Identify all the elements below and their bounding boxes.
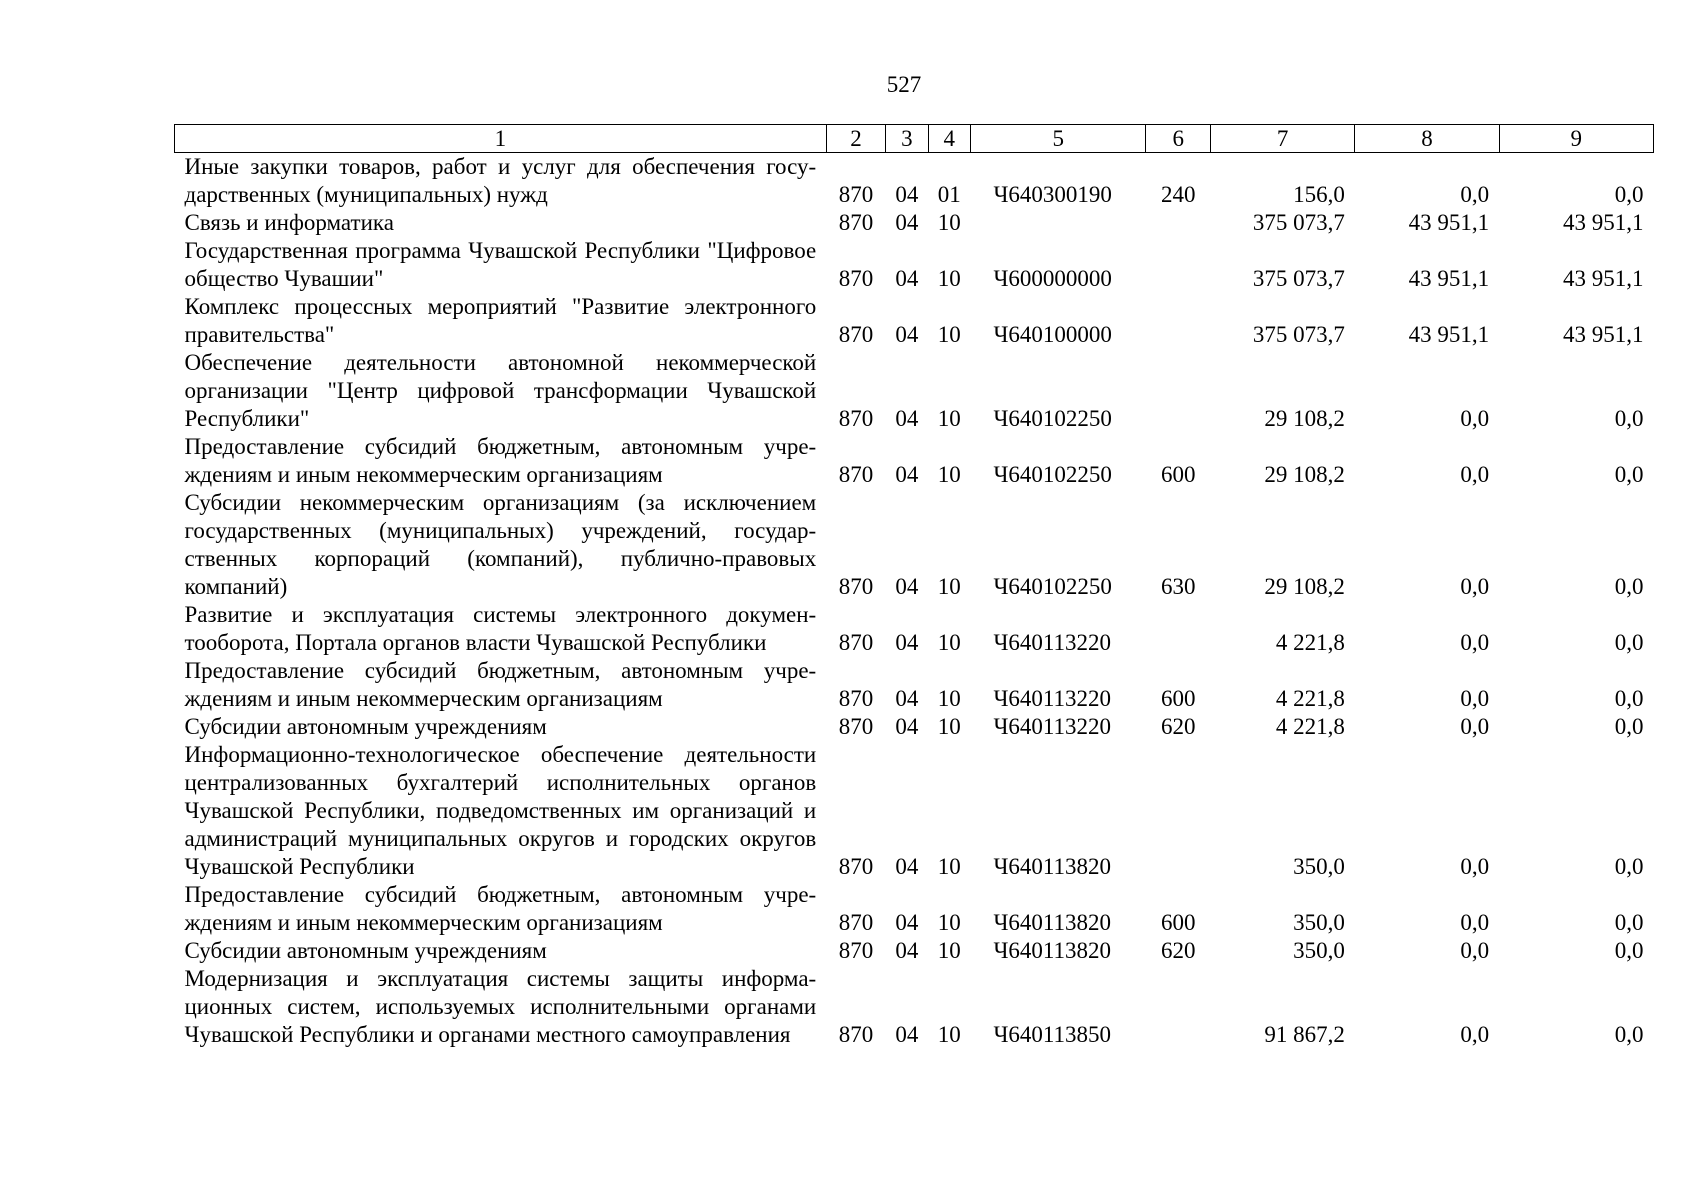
amount-3: 43 951,1 bbox=[1563, 266, 1644, 291]
pr-code: 10 bbox=[937, 266, 961, 291]
table-row bbox=[175, 937, 1654, 965]
budget-table bbox=[174, 124, 1654, 1049]
row-name: Субсидии автономным учреждениям bbox=[184, 938, 547, 963]
pr-code: 10 bbox=[937, 630, 961, 655]
pr-code: 10 bbox=[937, 210, 961, 235]
amount-2: 0,0 bbox=[1460, 630, 1490, 655]
csr-code: Ч640113850 bbox=[993, 1022, 1112, 1047]
amount-3: 43 951,1 bbox=[1563, 322, 1644, 347]
page-number: 527 bbox=[886, 72, 922, 97]
vr-code bbox=[1146, 741, 1211, 881]
csr-code: Ч640113820 bbox=[993, 938, 1112, 963]
amount-3: 0,0 bbox=[1614, 406, 1644, 431]
amount-3: 0,0 bbox=[1614, 686, 1644, 711]
row-name: Связь и информатика bbox=[184, 210, 394, 235]
amount-1: 156,0 bbox=[1293, 182, 1345, 207]
row-name: Модернизация и эксплуатация системы защиты информационных систем, используемых исполнительными органами Чувашской Республики и органами местного самоуправления bbox=[184, 966, 817, 1047]
amount-2: 0,0 bbox=[1460, 686, 1490, 711]
gr-code: 870 bbox=[838, 686, 874, 711]
amount-1: 4 221,8 bbox=[1275, 630, 1345, 655]
rz-code: 04 bbox=[895, 714, 919, 739]
amount-1: 350,0 bbox=[1293, 938, 1345, 963]
table-row bbox=[175, 293, 1654, 349]
table-row bbox=[175, 153, 1654, 210]
amount-3: 0,0 bbox=[1614, 910, 1644, 935]
gr-code: 870 bbox=[838, 182, 874, 207]
pr-code: 01 bbox=[937, 182, 961, 207]
table-row bbox=[175, 601, 1654, 657]
rz-code: 04 bbox=[895, 938, 919, 963]
row-name: Комплекс процессных мероприятий "Развитие электронного правительства" bbox=[184, 294, 817, 347]
amount-1: 29 108,2 bbox=[1264, 574, 1345, 599]
table-row bbox=[175, 349, 1654, 433]
pr-code: 10 bbox=[937, 574, 961, 599]
table-row bbox=[175, 881, 1654, 937]
vr-code: 600 bbox=[1161, 910, 1196, 935]
header-row bbox=[175, 125, 1654, 153]
amount-2: 0,0 bbox=[1460, 462, 1490, 487]
vr-code: 620 bbox=[1161, 938, 1196, 963]
pr-code: 10 bbox=[937, 322, 961, 347]
amount-3: 0,0 bbox=[1614, 630, 1644, 655]
amount-1: 4 221,8 bbox=[1275, 686, 1345, 711]
amount-1: 375 073,7 bbox=[1252, 210, 1345, 235]
vr-code bbox=[1146, 601, 1211, 657]
row-name: Субсидии автономным учреждениям bbox=[184, 714, 547, 739]
amount-2: 0,0 bbox=[1460, 1022, 1490, 1047]
csr-code bbox=[970, 209, 1146, 237]
pr-code: 10 bbox=[937, 686, 961, 711]
column-header-9: 9 bbox=[1499, 125, 1653, 153]
row-name: Субсидии некоммерческим организациям (за исключением государственных (муниципальных) учреждений, государственных корпораций (компаний), публично-правовых компаний) bbox=[184, 490, 817, 599]
gr-code: 870 bbox=[838, 406, 874, 431]
row-name: Предоставление субсидий бюджетным, автономным учреждениям и иным некоммерческим организациям bbox=[184, 434, 817, 487]
pr-code: 10 bbox=[937, 854, 961, 879]
table-row bbox=[175, 489, 1654, 601]
amount-2: 0,0 bbox=[1460, 854, 1490, 879]
column-header-7: 7 bbox=[1211, 125, 1355, 153]
pr-code: 10 bbox=[937, 938, 961, 963]
amount-2: 0,0 bbox=[1460, 182, 1490, 207]
amount-1: 29 108,2 bbox=[1264, 406, 1345, 431]
gr-code: 870 bbox=[838, 630, 874, 655]
vr-code: 630 bbox=[1161, 574, 1196, 599]
column-header-4: 4 bbox=[928, 125, 970, 153]
amount-3: 0,0 bbox=[1614, 1022, 1644, 1047]
amount-2: 43 951,1 bbox=[1408, 266, 1490, 291]
amount-1: 375 073,7 bbox=[1252, 322, 1345, 347]
amount-1: 375 073,7 bbox=[1252, 266, 1345, 291]
gr-code: 870 bbox=[838, 938, 874, 963]
amount-2: 0,0 bbox=[1460, 406, 1490, 431]
rz-code: 04 bbox=[895, 910, 919, 935]
csr-code: Ч600000000 bbox=[993, 266, 1112, 291]
row-name: Обеспечение деятельности автономной некоммерческой организации "Центр цифровой трансформации Чувашской Республики" bbox=[184, 350, 817, 431]
csr-code: Ч640113220 bbox=[993, 714, 1112, 739]
table-row bbox=[175, 965, 1654, 1049]
vr-code bbox=[1146, 349, 1211, 433]
gr-code: 870 bbox=[838, 574, 874, 599]
rz-code: 04 bbox=[895, 686, 919, 711]
csr-code: Ч640300190 bbox=[993, 182, 1112, 207]
amount-3: 0,0 bbox=[1614, 854, 1644, 879]
amount-3: 43 951,1 bbox=[1563, 210, 1644, 235]
table-row bbox=[175, 433, 1654, 489]
amount-2: 43 951,1 bbox=[1408, 210, 1490, 235]
pr-code: 10 bbox=[937, 910, 961, 935]
amount-3: 0,0 bbox=[1614, 574, 1644, 599]
column-header-2: 2 bbox=[826, 125, 886, 153]
csr-code: Ч640102250 bbox=[993, 406, 1112, 431]
csr-code: Ч640102250 bbox=[993, 462, 1112, 487]
table-body bbox=[175, 153, 1654, 1050]
amount-3: 0,0 bbox=[1614, 714, 1644, 739]
vr-code bbox=[1146, 293, 1211, 349]
row-name: Развитие и эксплуатация системы электронного документооборота, Портала органов власти Чувашской Республики bbox=[184, 602, 817, 655]
amount-2: 0,0 bbox=[1460, 574, 1490, 599]
amount-1: 91 867,2 bbox=[1264, 1022, 1345, 1047]
table-row bbox=[175, 741, 1654, 881]
amount-1: 350,0 bbox=[1293, 910, 1345, 935]
rz-code: 04 bbox=[895, 462, 919, 487]
pr-code: 10 bbox=[937, 1022, 961, 1047]
row-name: Государственная программа Чувашской Республики "Цифровое общество Чувашии" bbox=[184, 238, 817, 291]
vr-code bbox=[1146, 209, 1211, 237]
row-name: Предоставление субсидий бюджетным, автономным учреждениям и иным некоммерческим организациям bbox=[184, 658, 817, 711]
amount-2: 0,0 bbox=[1460, 938, 1490, 963]
table-row bbox=[175, 237, 1654, 293]
rz-code: 04 bbox=[895, 182, 919, 207]
table-row bbox=[175, 713, 1654, 741]
amount-2: 0,0 bbox=[1460, 910, 1490, 935]
row-name: Предоставление субсидий бюджетным, автономным учреждениям и иным некоммерческим организациям bbox=[184, 882, 817, 935]
rz-code: 04 bbox=[895, 406, 919, 431]
amount-3: 0,0 bbox=[1614, 938, 1644, 963]
rz-code: 04 bbox=[895, 630, 919, 655]
csr-code: Ч640102250 bbox=[993, 574, 1112, 599]
vr-code bbox=[1146, 237, 1211, 293]
gr-code: 870 bbox=[838, 266, 874, 291]
amount-1: 350,0 bbox=[1293, 854, 1345, 879]
column-header-6: 6 bbox=[1146, 125, 1211, 153]
rz-code: 04 bbox=[895, 1022, 919, 1047]
pr-code: 10 bbox=[937, 714, 961, 739]
amount-3: 0,0 bbox=[1614, 182, 1644, 207]
vr-code: 240 bbox=[1161, 182, 1196, 207]
rz-code: 04 bbox=[895, 574, 919, 599]
pr-code: 10 bbox=[937, 406, 961, 431]
gr-code: 870 bbox=[838, 854, 874, 879]
gr-code: 870 bbox=[838, 910, 874, 935]
amount-2: 43 951,1 bbox=[1408, 322, 1490, 347]
gr-code: 870 bbox=[838, 210, 874, 235]
vr-code: 600 bbox=[1161, 462, 1196, 487]
rz-code: 04 bbox=[895, 266, 919, 291]
gr-code: 870 bbox=[838, 322, 874, 347]
gr-code: 870 bbox=[838, 1022, 874, 1047]
rz-code: 04 bbox=[895, 854, 919, 879]
rz-code: 04 bbox=[895, 210, 919, 235]
vr-code: 600 bbox=[1161, 686, 1196, 711]
table-row bbox=[175, 657, 1654, 713]
pr-code: 10 bbox=[937, 462, 961, 487]
column-header-8: 8 bbox=[1355, 125, 1499, 153]
table-row bbox=[175, 209, 1654, 237]
amount-2: 0,0 bbox=[1460, 714, 1490, 739]
row-name: Информационно-технологическое обеспечение деятельности централизованных бухгалтерий исполнительных органов Чувашской Республики, подведомственных им организаций и администраций муниципальных округов и городских округов Чувашской Республики bbox=[184, 742, 817, 879]
amount-1: 4 221,8 bbox=[1275, 714, 1345, 739]
csr-code: Ч640113820 bbox=[993, 910, 1112, 935]
csr-code: Ч640100000 bbox=[993, 322, 1112, 347]
column-header-5: 5 bbox=[970, 125, 1146, 153]
gr-code: 870 bbox=[838, 462, 874, 487]
column-header-1: 1 bbox=[175, 125, 827, 153]
gr-code: 870 bbox=[838, 714, 874, 739]
rz-code: 04 bbox=[895, 322, 919, 347]
amount-1: 29 108,2 bbox=[1264, 462, 1345, 487]
csr-code: Ч640113220 bbox=[993, 630, 1112, 655]
csr-code: Ч640113820 bbox=[993, 854, 1112, 879]
amount-3: 0,0 bbox=[1614, 462, 1644, 487]
vr-code: 620 bbox=[1161, 714, 1196, 739]
column-header-3: 3 bbox=[886, 125, 928, 153]
csr-code: Ч640113220 bbox=[993, 686, 1112, 711]
vr-code bbox=[1146, 965, 1211, 1049]
row-name: Иные закупки товаров, работ и услуг для обеспечения государственных (муниципальных) нужд bbox=[184, 154, 817, 207]
